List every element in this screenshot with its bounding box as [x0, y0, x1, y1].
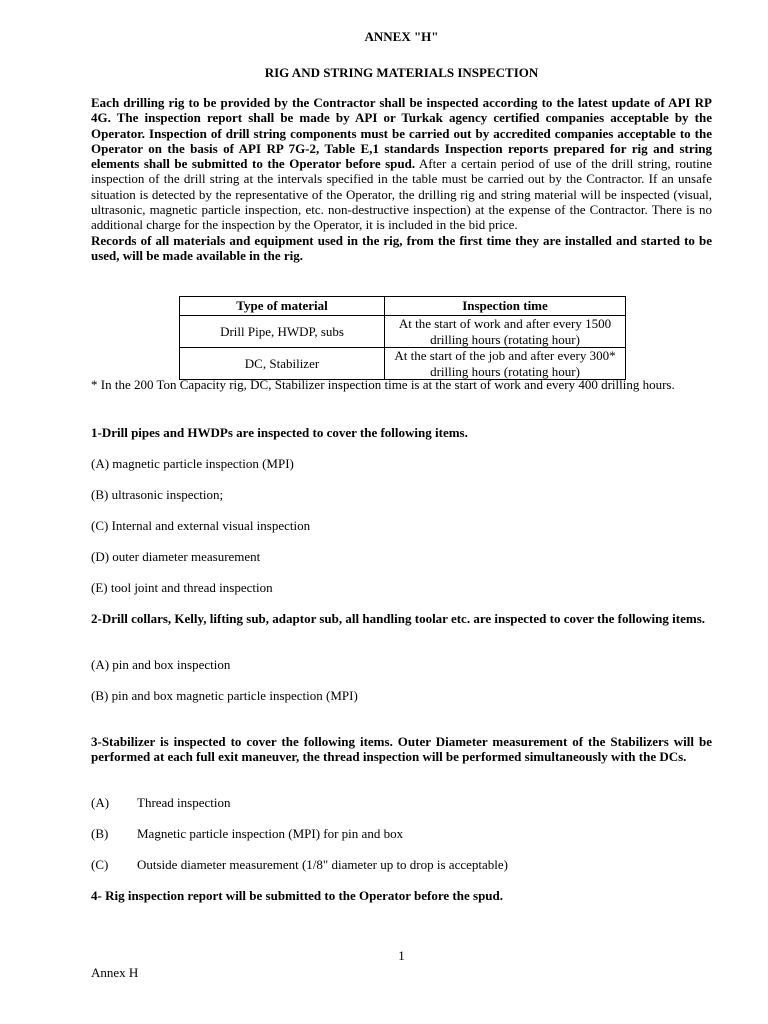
- intro-paragraph: [91, 95, 712, 263]
- list-item: (A) pin and box inspection: [91, 657, 231, 672]
- table-row: [180, 348, 626, 380]
- list-item: [91, 857, 712, 872]
- list-item-text: Thread inspection: [137, 795, 231, 810]
- intro-bold-text: Each drilling rig to be provided by the Contractor shall be inspected according to the latest update of API RP 4G. The inspection report shall be made by API or Turkak agency certified companies acceptable by the Operator. Inspection of drill string components must be carried out by accredited companies acceptable to the Operator on the basis of API RP 7G-2, Table E,1 standards Inspection reports prepared for rig and string elements shall be submitted to the Operator before spud.: [91, 95, 712, 172]
- table-cell: DC, Stabilizer: [180, 348, 385, 380]
- list-item: (A) magnetic particle inspection (MPI): [91, 456, 294, 471]
- list-item: (E) tool joint and thread inspection: [91, 580, 273, 595]
- page-number: 1: [398, 948, 405, 963]
- list-item: (C) Internal and external visual inspection: [91, 518, 311, 533]
- inspection-table: [179, 296, 626, 380]
- list-item: [91, 826, 712, 841]
- table-header-cell: Type of material: [180, 297, 385, 316]
- table-header-row: [180, 297, 626, 316]
- list-item-label: (A): [91, 795, 110, 810]
- table-cell: At the start of the job and after every 300* drilling hours (rotating hour): [385, 348, 626, 380]
- list-item: (D) outer diameter measurement: [91, 549, 261, 564]
- list-item-text: Outside diameter measurement (1/8" diameter up to drop is acceptable): [137, 857, 508, 872]
- list-item-label: (C): [91, 857, 109, 872]
- table-cell: Drill Pipe, HWDP, subs: [180, 316, 385, 348]
- table-row: [180, 316, 626, 348]
- list-item: (B) ultrasonic inspection;: [91, 487, 224, 502]
- table-header-cell: Inspection time: [385, 297, 626, 316]
- section4-heading: 4- Rig inspection report will be submitted to the Operator before the spud.: [91, 888, 504, 903]
- document-title: RIG AND STRING MATERIALS INSPECTION: [264, 65, 539, 80]
- section1-heading: 1-Drill pipes and HWDPs are inspected to cover the following items.: [91, 425, 468, 440]
- section3-heading: 3-Stabilizer is inspected to cover the following items. Outer Diameter measurement of the Stabilizers will be performed at each full exit maneuver, the thread inspection will be performed simultaneously with the DCs.: [91, 734, 712, 765]
- list-item: [91, 795, 712, 810]
- list-item-label: (B): [91, 826, 109, 841]
- intro-normal-text: After a certain period of use of the drill string, routine inspection of the drill string at the intervals specified in the table must be carried out by the Contractor. If an unsafe situation is detected by the representative of the Operator, the drilling rig and string material will be inspected (visual, ultrasonic, magnetic particle inspection, etc. non-destructive inspection) at the expense of the Contractor. There is no additional charge for the inspection by the Operator, it is included in the bid price.: [91, 156, 712, 233]
- list-item-text: Magnetic particle inspection (MPI) for pin and box: [137, 826, 404, 841]
- annex-title: ANNEX "H": [364, 29, 439, 44]
- section2-heading: 2-Drill collars, Kelly, lifting sub, adaptor sub, all handling toolar etc. are inspected to cover the following items.: [91, 611, 706, 626]
- table-cell: At the start of work and after every 1500 drilling hours (rotating hour): [385, 316, 626, 348]
- list-item: (B) pin and box magnetic particle inspection (MPI): [91, 688, 358, 703]
- footer-label: Annex H: [91, 965, 139, 980]
- records-text: Records of all materials and equipment used in the rig, from the first time they are installed and started to be used, will be made available in the rig.: [91, 232, 712, 263]
- footnote: * In the 200 Ton Capacity rig, DC, Stabilizer inspection time is at the start of work and every 400 drilling hours.: [91, 377, 675, 392]
